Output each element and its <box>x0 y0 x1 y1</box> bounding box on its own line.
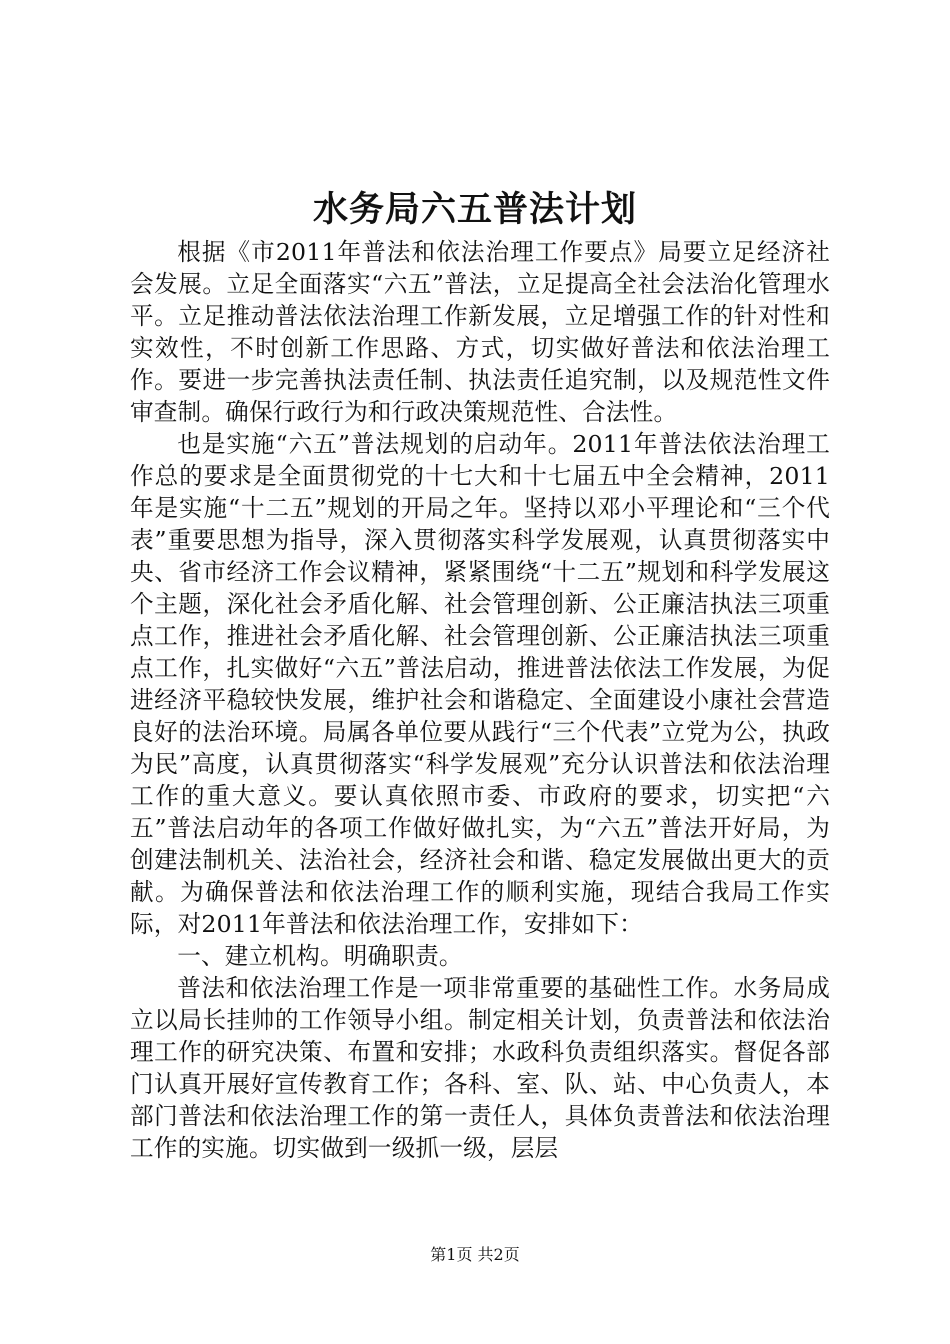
paragraph-organization: 普法和依法治理工作是一项非常重要的基础性工作。水务局成立以局长挂帅的工作领导小组。制定相关计划，负责普法和依法治理工作的研究决策、布置和安排；水政科负责组织落实。督促各部门认真开展好宣传教育工作；各科、室、队、站、中心负责人，本部门普法和依法治理工作的第一责任人，具体负责普法和依法治理工作的实施。切实做到一级抓一级，层层 <box>130 974 830 1162</box>
document-body <box>130 236 830 1164</box>
page-number-footer: 第1页 共2页 <box>430 1245 520 1264</box>
section-heading-1: 一、建立机构。明确职责。 <box>177 942 463 970</box>
paragraph-intro: 根据《市2011年普法和依法治理工作要点》局要立足经济社会发展。立足全面落实“六五”普法，立足提高全社会法治化管理水平。立足推动普法依法治理工作新发展，立足增强工作的针对性和实效性，不时创新工作思路、方式，切实做好普法和依法治理工作。要进一步完善执法责任制、执法责任追究制，以及规范性文件审查制。确保行政行为和行政决策规范性、合法性。 <box>130 238 830 426</box>
document-title: 水务局六五普法计划 <box>312 189 637 230</box>
paragraph-requirements: 也是实施“六五”普法规划的启动年。2011年普法依法治理工作总的要求是全面贯彻党的十七大和十七届五中全会精神，2011年是实施“十二五”规划的开局之年。坚持以邓小平理论和“三个代表”重要思想为指导，深入贯彻落实科学发展观，认真贯彻落实中央、省市经济工作会议精神，紧紧围绕“十二五”规划和科学发展这个主题，深化社会矛盾化解、社会管理创新、公正廉洁执法三项重点工作，推进社会矛盾化解、社会管理创新、公正廉洁执法三项重点工作，扎实做好“六五”普法启动，推进普法依法工作发展，为促进经济平稳较快发展，维护社会和谐稳定、全面建设小康社会营造良好的法治环境。局属各单位要从践行“三个代表”立党为公，执政为民”高度，认真贯彻落实“科学发展观”充分认识普法和依法治理工作的重大意义。要认真依照市委、市政府的要求，切实把“六五”普法启动年的各项工作做好做扎实，为“六五”普法开好局，为创建法制机关、法治社会，经济社会和谐、稳定发展做出更大的贡献。为确保普法和依法治理工作的顺利实施，现结合我局工作实际，对2011年普法和依法治理工作，安排如下： <box>130 430 830 938</box>
